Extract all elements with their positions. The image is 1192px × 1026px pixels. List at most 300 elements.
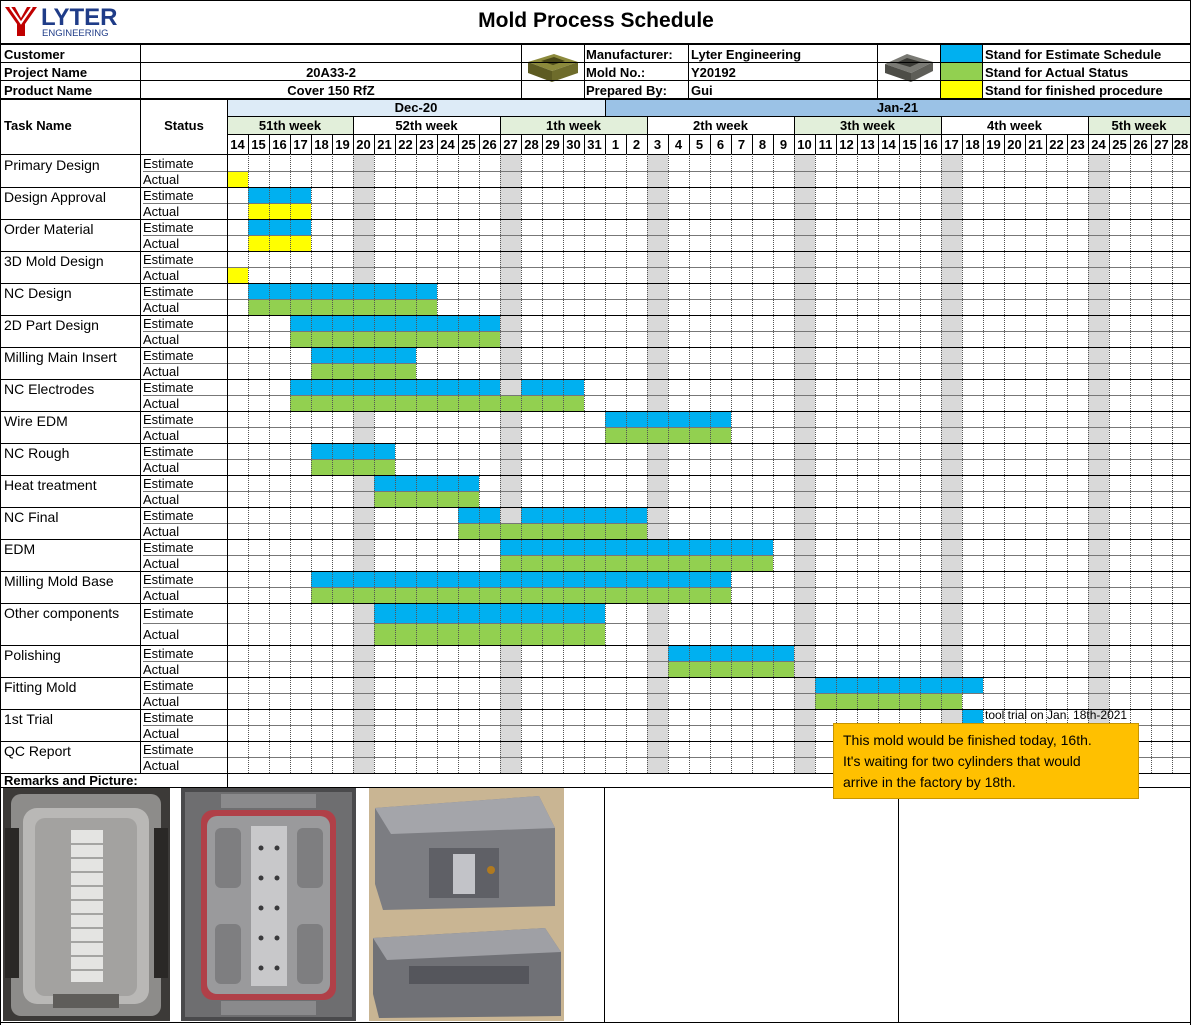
day-header-19: 2 (632, 137, 641, 152)
grid-day-divider (920, 154, 921, 773)
remark-note-line-2: It's waiting for two cylinders that would (843, 753, 1081, 769)
grid-vline (353, 135, 354, 154)
grid-vline (752, 135, 753, 154)
bar-actual-10-0 (374, 492, 479, 507)
day-header-3: 17 (293, 137, 308, 152)
grid-vline (857, 135, 858, 154)
status-estimate: Estimate (143, 284, 194, 299)
status-actual: Actual (143, 204, 180, 219)
day-header-5: 19 (335, 137, 350, 152)
grid-day-divider (689, 154, 690, 773)
grid-day-divider (941, 154, 942, 773)
bar-actual-6-0 (311, 364, 416, 379)
grid-vline (563, 135, 564, 154)
day-header-29: 12 (839, 137, 854, 152)
grid-day-divider (458, 154, 459, 773)
grid-day-divider (983, 154, 984, 773)
grid-sub-hline (143, 171, 227, 172)
grid-vline (416, 135, 417, 154)
grid-day-divider (836, 154, 837, 773)
trial-note: tool trial on Jan. 18th-2021 (985, 708, 1128, 722)
grid-day-divider (1151, 154, 1152, 773)
day-header-22: 5 (695, 137, 704, 152)
day-header-6: 20 (356, 137, 371, 152)
grid-vline (647, 117, 648, 135)
task-name: NC Electrodes (4, 381, 95, 397)
grid-vline (1004, 135, 1005, 154)
weekend-column (647, 155, 668, 773)
weekend-column (794, 155, 815, 773)
grid-sub-hline (143, 331, 227, 332)
day-header-10: 24 (440, 137, 455, 152)
day-header-43: 26 (1133, 137, 1148, 152)
day-header-27: 10 (797, 137, 812, 152)
grid-day-divider (521, 154, 522, 773)
grid-day-divider (311, 154, 312, 773)
day-header-40: 23 (1070, 137, 1085, 152)
grid-day-divider (416, 154, 417, 773)
day-header-42: 25 (1112, 137, 1127, 152)
status-actual: Actual (143, 726, 180, 741)
grid-hline (0, 219, 1190, 220)
task-name: Order Material (4, 221, 94, 237)
bar-estimate-1-0 (248, 188, 311, 203)
status-actual: Actual (143, 758, 180, 773)
grid-vline (1025, 135, 1026, 154)
grid-day-divider (437, 154, 438, 773)
day-header-15: 29 (545, 137, 560, 152)
day-header-2: 16 (272, 137, 287, 152)
day-header-36: 19 (986, 137, 1001, 152)
product-value: Cover 150 RfZ (287, 83, 375, 98)
grid-day-divider (269, 154, 270, 773)
day-header-11: 25 (461, 137, 476, 152)
customer-label: Customer (4, 47, 65, 62)
status-actual: Actual (143, 236, 180, 251)
grid-vline (731, 135, 732, 154)
grid-day-divider (1172, 154, 1173, 773)
grid-sub-hline (143, 203, 227, 204)
bar-actual-14-0 (374, 624, 605, 645)
bar-estimate-10-0 (374, 476, 479, 491)
grid-hline (0, 379, 1190, 380)
grid-hline (0, 154, 1190, 155)
week-header-3: 2th week (647, 117, 794, 135)
page-title: Mold Process Schedule (478, 9, 714, 32)
task-name: 3D Mold Design (4, 253, 104, 269)
grid-day-divider (353, 154, 354, 773)
task-name: Primary Design (4, 157, 100, 173)
task-name: EDM (4, 541, 36, 557)
status-estimate: Estimate (143, 316, 194, 331)
day-header-23: 6 (716, 137, 725, 152)
task-name: Heat treatment (4, 477, 97, 493)
legend-actual-label: Stand for Actual Status (985, 65, 1129, 80)
grid-sub-hline (143, 693, 227, 694)
grid-day-divider (290, 154, 291, 773)
day-header-25: 8 (758, 137, 767, 152)
grid-day-divider (626, 154, 627, 773)
grid-vline (353, 117, 354, 135)
grid-day-divider (542, 154, 543, 773)
project-label: Project Name (4, 65, 88, 80)
grid-sub-hline (143, 623, 227, 624)
day-header-44: 27 (1154, 137, 1169, 152)
status-estimate: Estimate (143, 742, 194, 757)
grid-day-divider (1004, 154, 1005, 773)
grid-day-divider (647, 154, 648, 773)
grid-vline (710, 135, 711, 154)
day-header-24: 7 (737, 137, 746, 152)
grid-hline (0, 347, 1190, 348)
mold-no-label: Mold No.: (586, 65, 646, 80)
grid-day-divider (248, 154, 249, 773)
grid-vline (794, 117, 795, 135)
task-name: Wire EDM (4, 413, 68, 429)
project-value: 20A33-2 (306, 65, 356, 80)
bar-actual-4-0 (248, 300, 437, 315)
day-header-18: 1 (611, 137, 620, 152)
grid-hline (0, 187, 1190, 188)
day-header-31: 14 (881, 137, 896, 152)
status-actual: Actual (143, 396, 180, 411)
task-name: NC Rough (4, 445, 70, 461)
grid-vline (542, 135, 543, 154)
grid-day-divider (899, 154, 900, 773)
mold-photo-cavity (181, 788, 356, 1021)
mold-no-value: Y20192 (691, 65, 736, 80)
grid-day-divider (1130, 154, 1131, 773)
grid-vline (941, 135, 942, 154)
grid-vline (374, 135, 375, 154)
grid-hline (0, 645, 1190, 646)
grid-vline (877, 43, 878, 98)
grid-hline (0, 0, 1190, 1)
grid-vline (815, 135, 816, 154)
status-actual: Actual (143, 428, 180, 443)
grid-day-divider (584, 154, 585, 773)
grid-hline (0, 603, 1190, 604)
grid-vline (332, 135, 333, 154)
grid-sub-hline (143, 395, 227, 396)
status-actual: Actual (143, 460, 180, 475)
grid-vline (521, 135, 522, 154)
grid-day-divider (710, 154, 711, 773)
day-header-7: 21 (377, 137, 392, 152)
weekend-column (500, 155, 521, 773)
task-name-header: Task Name (4, 118, 72, 133)
task-name: Design Approval (4, 189, 106, 205)
grid-day-divider (605, 154, 606, 773)
grid-vline (1172, 135, 1173, 154)
grid-day-divider (1046, 154, 1047, 773)
grid-day-divider (857, 154, 858, 773)
status-actual: Actual (143, 524, 180, 539)
grid-day-divider (332, 154, 333, 773)
grid-sub-hline (143, 725, 227, 726)
day-header-39: 22 (1049, 137, 1064, 152)
grid-vline (227, 98, 228, 787)
grid-vline (668, 135, 669, 154)
grid-hline (227, 116, 1190, 117)
grid-hline (0, 443, 1190, 444)
bar-actual-0-0 (227, 172, 248, 187)
day-header-35: 18 (965, 137, 980, 152)
grid-vline (0, 0, 1, 1025)
task-name: NC Design (4, 285, 72, 301)
grid-vline (794, 135, 795, 154)
status-estimate: Estimate (143, 444, 194, 459)
status-actual: Actual (143, 662, 180, 677)
bar-actual-1-0 (248, 204, 311, 219)
grid-vline (395, 135, 396, 154)
bar-actual-3-0 (227, 268, 248, 283)
day-header-16: 30 (566, 137, 581, 152)
day-header-12: 26 (482, 137, 497, 152)
prepared-by-label: Prepared By: (586, 83, 667, 98)
grid-day-divider (563, 154, 564, 773)
grid-vline (689, 135, 690, 154)
task-name: NC Final (4, 509, 59, 525)
grid-sub-hline (143, 363, 227, 364)
day-header-37: 20 (1007, 137, 1022, 152)
status-actual: Actual (143, 172, 180, 187)
grid-hline (0, 43, 1190, 45)
grid-vline (1046, 135, 1047, 154)
manufacturer-value: Lyter Engineering (691, 47, 802, 62)
status-estimate: Estimate (143, 188, 194, 203)
grid-day-divider (815, 154, 816, 773)
grid-vline (647, 135, 648, 154)
day-header-38: 21 (1028, 137, 1043, 152)
day-header-33: 16 (923, 137, 938, 152)
grid-hline (0, 251, 1190, 252)
status-actual: Actual (143, 627, 180, 642)
grid-day-divider (1067, 154, 1068, 773)
grid-vline (1151, 135, 1152, 154)
bar-actual-2-0 (248, 236, 311, 251)
manufacturer-label: Manufacturer: (586, 47, 673, 62)
remarks-label: Remarks and Picture: (4, 773, 138, 788)
day-header-41: 24 (1091, 137, 1106, 152)
grid-vline (899, 135, 900, 154)
status-estimate: Estimate (143, 252, 194, 267)
grid-day-divider (395, 154, 396, 773)
week-header-6: 5th week (1088, 117, 1190, 135)
task-name: Polishing (4, 647, 61, 663)
grid-vline (605, 135, 606, 154)
bar-estimate-12-0 (500, 540, 773, 555)
grid-day-divider (794, 154, 795, 773)
grid-vline (941, 117, 942, 135)
grid-vline (898, 787, 899, 1022)
status-actual: Actual (143, 332, 180, 347)
grid-sub-hline (143, 427, 227, 428)
prepared-by-value: Gui (691, 83, 713, 98)
week-header-5: 4th week (941, 117, 1088, 135)
bar-actual-12-0 (500, 556, 773, 571)
grid-day-divider (773, 154, 774, 773)
grid-hline (0, 539, 1190, 540)
grid-vline (920, 135, 921, 154)
day-header-0: 14 (230, 137, 245, 152)
grid-day-divider (962, 154, 963, 773)
grid-day-divider (500, 154, 501, 773)
status-actual: Actual (143, 268, 180, 283)
grid-hline (0, 315, 1190, 316)
bar-estimate-6-0 (311, 348, 416, 363)
product-label: Product Name (4, 83, 93, 98)
grid-vline (962, 135, 963, 154)
grid-vline (290, 135, 291, 154)
grid-sub-hline (143, 299, 227, 300)
day-header-21: 4 (674, 137, 683, 152)
grid-vline (878, 135, 879, 154)
grid-vline (940, 43, 941, 98)
week-header-2: 1th week (500, 117, 647, 135)
status-estimate: Estimate (143, 572, 194, 587)
grid-vline (479, 135, 480, 154)
mold-photo-insert (3, 788, 170, 1021)
grid-hline (0, 283, 1190, 284)
grid-day-divider (1025, 154, 1026, 773)
grid-vline (605, 99, 606, 117)
status-estimate: Estimate (143, 348, 194, 363)
grid-vline (584, 135, 585, 154)
day-header-30: 13 (860, 137, 875, 152)
grid-hline (0, 677, 1190, 678)
grid-vline (584, 43, 585, 98)
month-header-1: Jan-21 (605, 99, 1190, 117)
grid-sub-hline (143, 267, 227, 268)
grid-sub-hline (143, 235, 227, 236)
month-header-0: Dec-20 (227, 99, 605, 117)
grid-hline (0, 98, 1190, 100)
week-header-4: 3th week (794, 117, 941, 135)
legend-estimate-label: Stand for Estimate Schedule (985, 47, 1162, 62)
status-actual: Actual (143, 556, 180, 571)
day-header-17: 31 (587, 137, 602, 152)
task-name: 1st Trial (4, 711, 54, 727)
grid-day-divider (479, 154, 480, 773)
grid-hline (0, 475, 1190, 476)
status-estimate: Estimate (143, 646, 194, 661)
grid-vline (1088, 117, 1089, 135)
remark-note-line-3: arrive in the factory by 18th. (843, 774, 1016, 790)
task-name: 2D Part Design (4, 317, 99, 333)
grid-sub-hline (143, 459, 227, 460)
status-estimate: Estimate (143, 678, 194, 693)
grid-vline (1088, 135, 1089, 154)
grid-day-divider (731, 154, 732, 773)
bar-actual-11-0 (458, 524, 647, 539)
week-header-1: 52th week (353, 117, 500, 135)
day-header-4: 18 (314, 137, 329, 152)
status-actual: Actual (143, 694, 180, 709)
status-estimate: Estimate (143, 156, 194, 171)
grid-day-divider (668, 154, 669, 773)
grid-vline (688, 43, 689, 98)
status-estimate: Estimate (143, 220, 194, 235)
grid-vline (521, 43, 522, 98)
grid-vline (983, 135, 984, 154)
bar-estimate-4-0 (248, 284, 437, 299)
grid-vline (269, 135, 270, 154)
remark-note-line-1: This mold would be finished today, 16th. (843, 732, 1092, 748)
grid-vline (140, 43, 141, 773)
status-estimate: Estimate (143, 508, 194, 523)
weekend-column (1088, 155, 1109, 773)
grid-sub-hline (143, 757, 227, 758)
grid-vline (626, 135, 627, 154)
grid-vline (1130, 135, 1131, 154)
status-estimate: Estimate (143, 380, 194, 395)
grid-vline (836, 135, 837, 154)
bar-estimate-2-0 (248, 220, 311, 235)
day-header-9: 23 (419, 137, 434, 152)
task-name: Milling Mold Base (4, 573, 114, 589)
grid-vline (311, 135, 312, 154)
grid-vline (437, 135, 438, 154)
day-header-26: 9 (779, 137, 788, 152)
grid-day-divider (878, 154, 879, 773)
legend-finished-label: Stand for finished procedure (985, 83, 1163, 98)
grid-sub-hline (143, 555, 227, 556)
grid-vline (458, 135, 459, 154)
week-header-0: 51th week (227, 117, 353, 135)
day-header-32: 15 (902, 137, 917, 152)
grid-vline (248, 135, 249, 154)
grid-sub-hline (143, 523, 227, 524)
remark-note (833, 723, 1139, 799)
bar-actual-16-0 (815, 694, 962, 709)
status-estimate: Estimate (143, 606, 194, 621)
status-actual: Actual (143, 588, 180, 603)
day-header-8: 22 (398, 137, 413, 152)
grid-hline (0, 62, 1190, 63)
grid-day-divider (1088, 154, 1089, 773)
status-estimate: Estimate (143, 412, 194, 427)
task-name: Fitting Mold (4, 679, 77, 695)
grid-vline (500, 117, 501, 135)
status-actual: Actual (143, 364, 180, 379)
day-header-34: 17 (944, 137, 959, 152)
grid-vline (1067, 135, 1068, 154)
day-header-45: 28 (1173, 137, 1189, 152)
grid-hline (0, 571, 1190, 572)
grid-vline (604, 787, 605, 1022)
grid-sub-hline (143, 587, 227, 588)
task-name: Other components (4, 605, 120, 621)
status-estimate: Estimate (143, 710, 194, 725)
grid-hline (0, 507, 1190, 508)
task-name: QC Report (4, 743, 71, 759)
mold-photo-assembly (369, 788, 564, 1021)
status-estimate: Estimate (143, 540, 194, 555)
grid-vline (1190, 0, 1191, 1025)
grid-vline (500, 135, 501, 154)
grid-vline (773, 135, 774, 154)
grid-sub-hline (143, 491, 227, 492)
day-header-1: 15 (251, 137, 266, 152)
grid-hline (0, 80, 1190, 81)
grid-hline (0, 1022, 1190, 1023)
grid-day-divider (752, 154, 753, 773)
day-header-28: 11 (818, 137, 833, 152)
status-actual: Actual (143, 492, 180, 507)
day-header-13: 27 (503, 137, 518, 152)
grid-day-divider (374, 154, 375, 773)
